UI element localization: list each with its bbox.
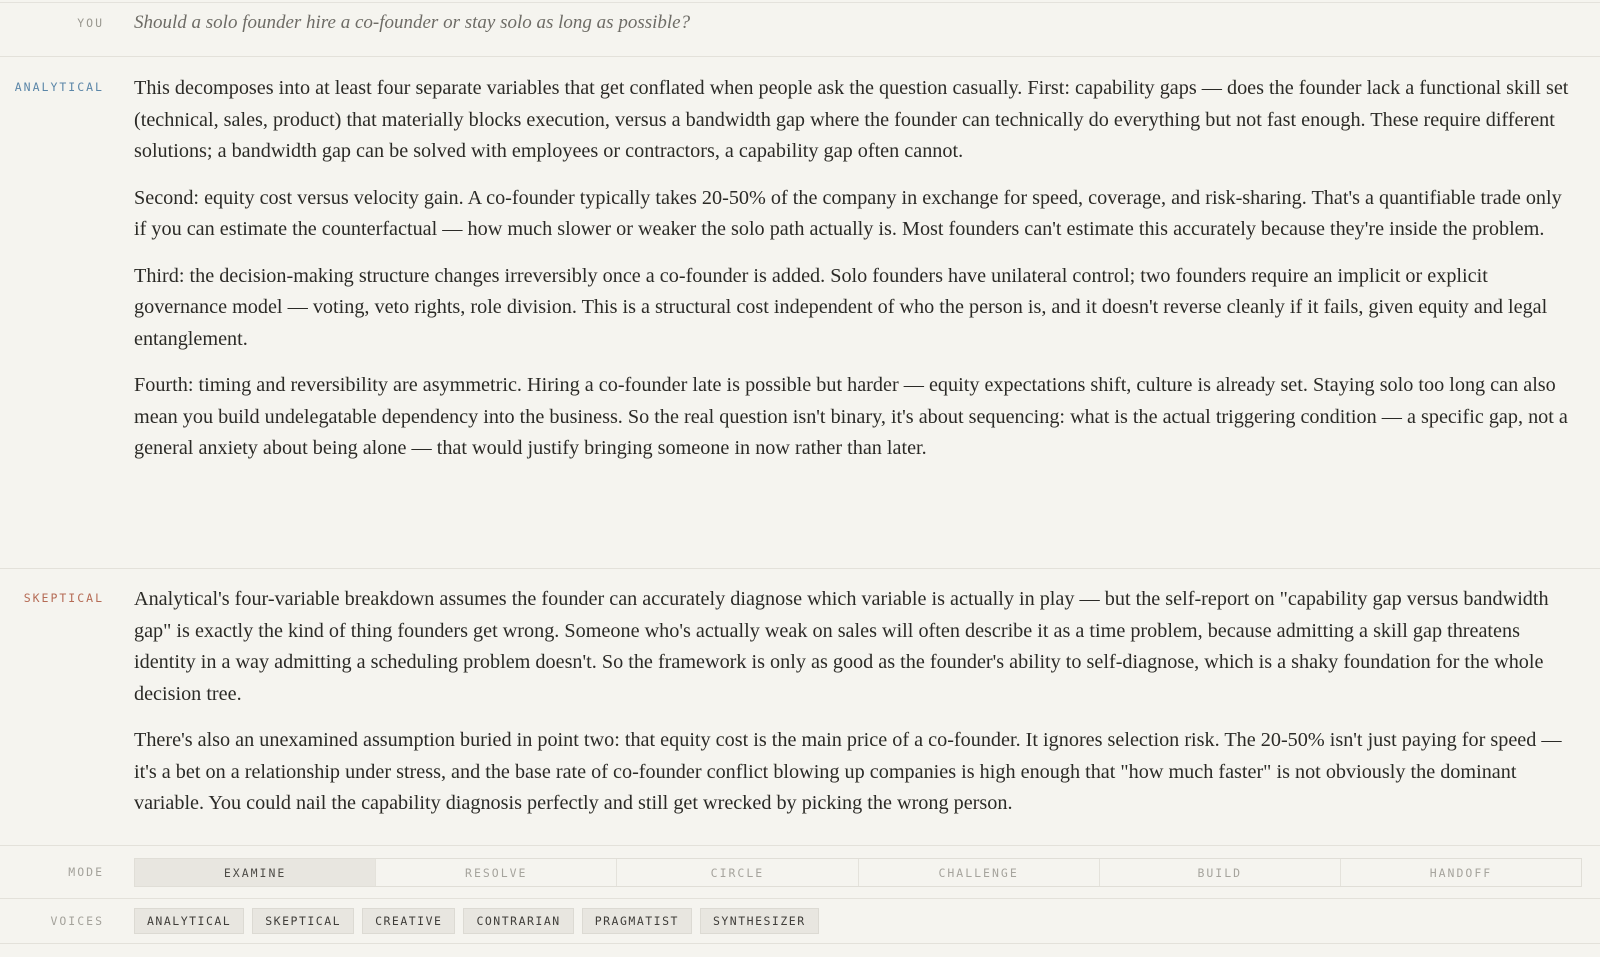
skeptical-paragraph: Analytical's four-variable breakdown assumes the founder can accurately diagnose which variable is actually in play — but the self-report on "capability gap versus bandwidth gap" is exactly the kind of thing founders get wrong. Someone who's actually weak on sales will often describe it as a time problem, because admitting a skill gap threatens identity in a way admitting a scheduling problem doesn't. So the framework is only as good as the founder's ability to self-diagnose, which is a shaky foundation for the whole decision tree. bbox=[134, 588, 1549, 705]
mode-tab-examine[interactable]: EXAMINE bbox=[135, 859, 376, 886]
voice-chip-pragmatist[interactable]: PRAGMATIST bbox=[582, 908, 692, 934]
mode-tab-circle[interactable]: CIRCLE bbox=[617, 859, 858, 886]
analytical-voice-label: ANALYTICAL bbox=[14, 80, 104, 94]
analytical-paragraph: Second: equity cost versus velocity gain. A co-founder typically takes 20-50% of the company in exchange for speed, coverage, and risk-sharing. That's a quantifiable trade only if you can estimate the counterfactual — how much slower or weaker the solo path actually is. Most founders can't estimate this accurately because they're inside the problem. bbox=[134, 186, 1562, 240]
you-label: YOU bbox=[77, 16, 104, 30]
voice-chip-creative[interactable]: CREATIVE bbox=[362, 908, 455, 934]
skeptical-response-body bbox=[134, 584, 1574, 835]
voice-chip-skeptical[interactable]: SKEPTICAL bbox=[252, 908, 354, 934]
analytical-response-row bbox=[0, 57, 1600, 569]
voice-chip-contrarian[interactable]: CONTRARIAN bbox=[463, 908, 573, 934]
voice-chip-analytical[interactable]: ANALYTICAL bbox=[134, 908, 244, 934]
voices-selector bbox=[134, 908, 819, 934]
voices-label: VOICES bbox=[50, 914, 104, 928]
analytical-paragraph: Fourth: timing and reversibility are asymmetric. Hiring a co-founder late is possible but harder — equity expectations shift, culture is already set. Staying solo too long can also mean you build undelegatable dependency into the business. So the real question isn't binary, it's about sequencing: what is the actual triggering condition — a specific gap, not a general anxiety about being alone — that would justify bringing someone in now rather than later. bbox=[134, 374, 1568, 459]
mode-tab-handoff[interactable]: HANDOFF bbox=[1429, 865, 1493, 880]
skeptical-voice-label: SKEPTICAL bbox=[23, 591, 104, 605]
user-question: Should a solo founder hire a co-founder or stay solo as long as possible? bbox=[134, 12, 691, 33]
mode-selector bbox=[134, 858, 1582, 887]
mode-tab-challenge[interactable]: CHALLENGE bbox=[859, 859, 1100, 886]
analytical-paragraph: Third: the decision-making structure changes irreversibly once a co-founder is added. Solo founders have unilateral control; two founders require an implicit or explicit governance model — voting, veto rights, role division. This is a structural cost independent of who the person is, and it doesn't reverse cleanly if it fails, given equity and legal entanglement. bbox=[134, 264, 1548, 350]
voice-chip-synthesizer[interactable]: SYNTHESIZER bbox=[700, 908, 819, 934]
skeptical-paragraph: There's also an unexamined assumption buried in point two: that equity cost is the main price of a co-founder. It ignores selection risk. The 20-50% isn't just paying for speed — it's a bet on a relationship under stress, and the base rate of co-founder conflict blowing up companies is high enough that "how much faster" is not obviously the dominant variable. You could nail the capability diagnosis perfectly and still get wrecked by picking the wrong person. bbox=[134, 729, 1562, 814]
skeptical-response-row bbox=[0, 569, 1600, 846]
mode-tab-resolve[interactable]: RESOLVE bbox=[376, 859, 617, 886]
analytical-response-body bbox=[134, 73, 1574, 480]
mode-label: MODE bbox=[68, 865, 104, 879]
mode-tab-build[interactable]: BUILD bbox=[1100, 859, 1341, 886]
analytical-paragraph: This decomposes into at least four separate variables that get conflated when people ask the question casually. First: capability gaps — does the founder lack a functional skill set (technical, sales, product) that materially blocks execution, versus a bandwidth gap where the founder can technically do everything but not fast enough. These require different solutions; a bandwidth gap can be solved with employees or contractors, a capability gap often cannot. bbox=[134, 77, 1569, 162]
user-message-row bbox=[0, 0, 1600, 57]
